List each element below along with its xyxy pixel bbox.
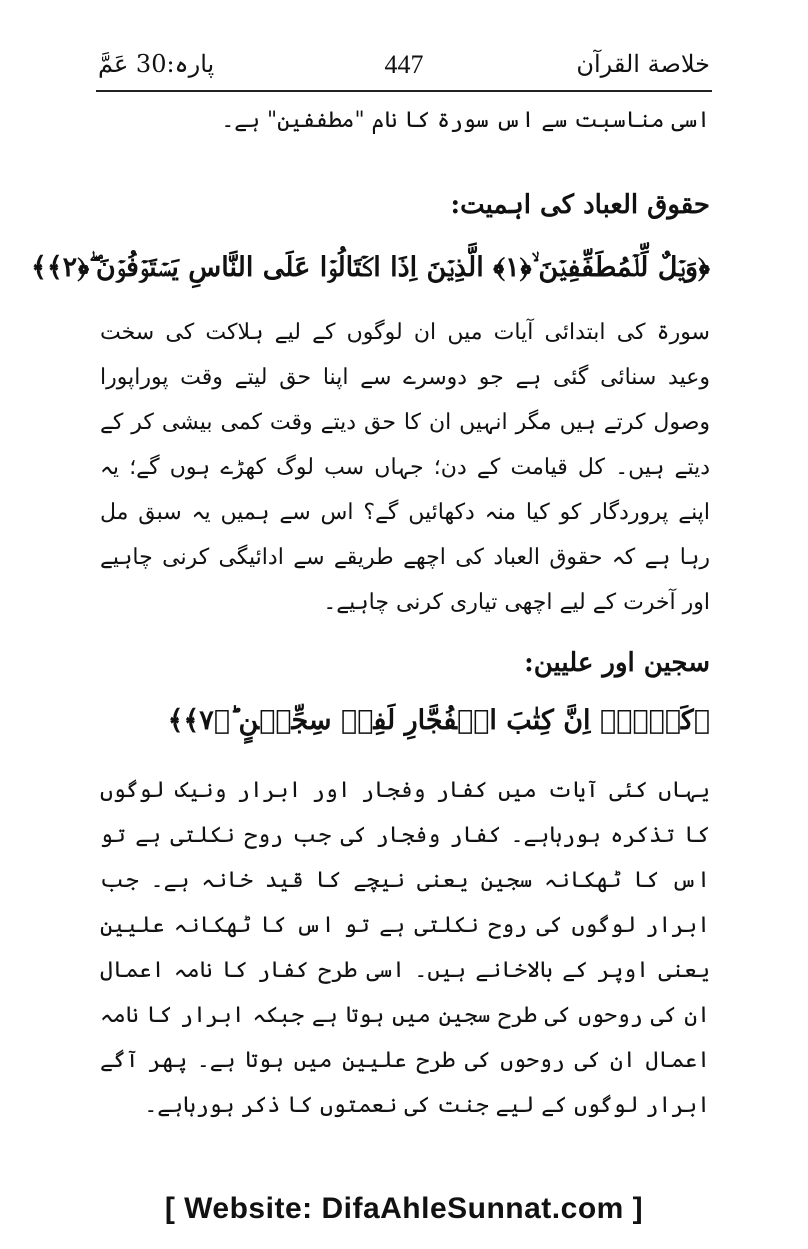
- paragraph-sijjin: یہاں کئی آیات میں کفار وفجار اور ابرار ونیک لوگوں کا تذکرہ ہورہاہے۔ کفار وفجار کی جب روح نکلتی ہے تو اس کا ٹھکانہ سجین یعنی نیچے کا قید خانہ ہے۔ جب ابرار لوگوں کی روح نکلتی ہے تو اس کا ٹھکانہ علیین یعنی اوپر کے بالاخانے ہیں۔ اسی طرح کفار کا نامہ اعمال ان کی روحوں کی طرح سجین میں ہوتا ہے جبکہ ابرار کا نامہ اعمال ان کی روحوں کی طرح علیین میں ہوتا ہے۔ پھر آگے ابرار لوگوں کے لیے جنت کی نعمتوں کا ذکر ہورہاہے۔: [100, 778, 710, 1118]
- verse-sijjin: ﴿كَلَّاۤ اِنَّ كِتٰبَ الۡفُجَّارِ لَفِىۡ سِجِّيۡنٍ ؕ﴿۷﴾﴾: [167, 705, 710, 736]
- book-title: خلاصة القرآن: [576, 50, 710, 78]
- website-footer: [ Website: DifaAhleSunnat.com ]: [164, 1192, 644, 1225]
- verse-mutaffifin: ﴿وَيۡلٌ لِّلۡمُطَفِّفِيۡنَ ۙ﴿۱﴾ الَّذِيۡنَ اِذَا اكۡتَالُوۡا عَلَى النَّاسِ يَسۡتَوۡفُوۡنَ ۖ﴿۲﴾﴾: [31, 252, 710, 283]
- para-label: پارہ:30 عَمَّ: [98, 50, 215, 78]
- page-number: 447: [384, 50, 424, 79]
- section-heading-sijjin: سجین اور علیین:: [524, 648, 710, 678]
- section-heading-huquq: حقوق العباد کی اہمیت:: [450, 190, 710, 220]
- intro-line: اسی مناسبت سے اس سورۃ کا نام "مطففین" ہے۔: [221, 108, 710, 133]
- header-divider: [96, 90, 712, 92]
- paragraph-huquq: سورۃ کی ابتدائی آیات میں ان لوگوں کے لیے ہلاکت کی سخت وعید سنائی گئی ہے جو دوسرے سے اپنا حق لیتے وقت پوراپورا وصول کرتے ہیں مگر انہیں ان کا حق دیتے وقت کمی بیشی کر کے دیتے ہیں۔ کل قیامت کے دن؛ جہاں سب لوگ کھڑے ہوں گے؛ یہ اپنے پروردگار کو کیا منہ دکھائیں گے؟ اس سے ہمیں یہ سبق مل رہا ہے کہ حقوق العباد کی اچھے طریقے سے ادائیگی کرنی چاہیے اور آخرت کے لیے اچھی تیاری کرنی چاہیے۔: [100, 320, 710, 615]
- page-header: [98, 50, 710, 86]
